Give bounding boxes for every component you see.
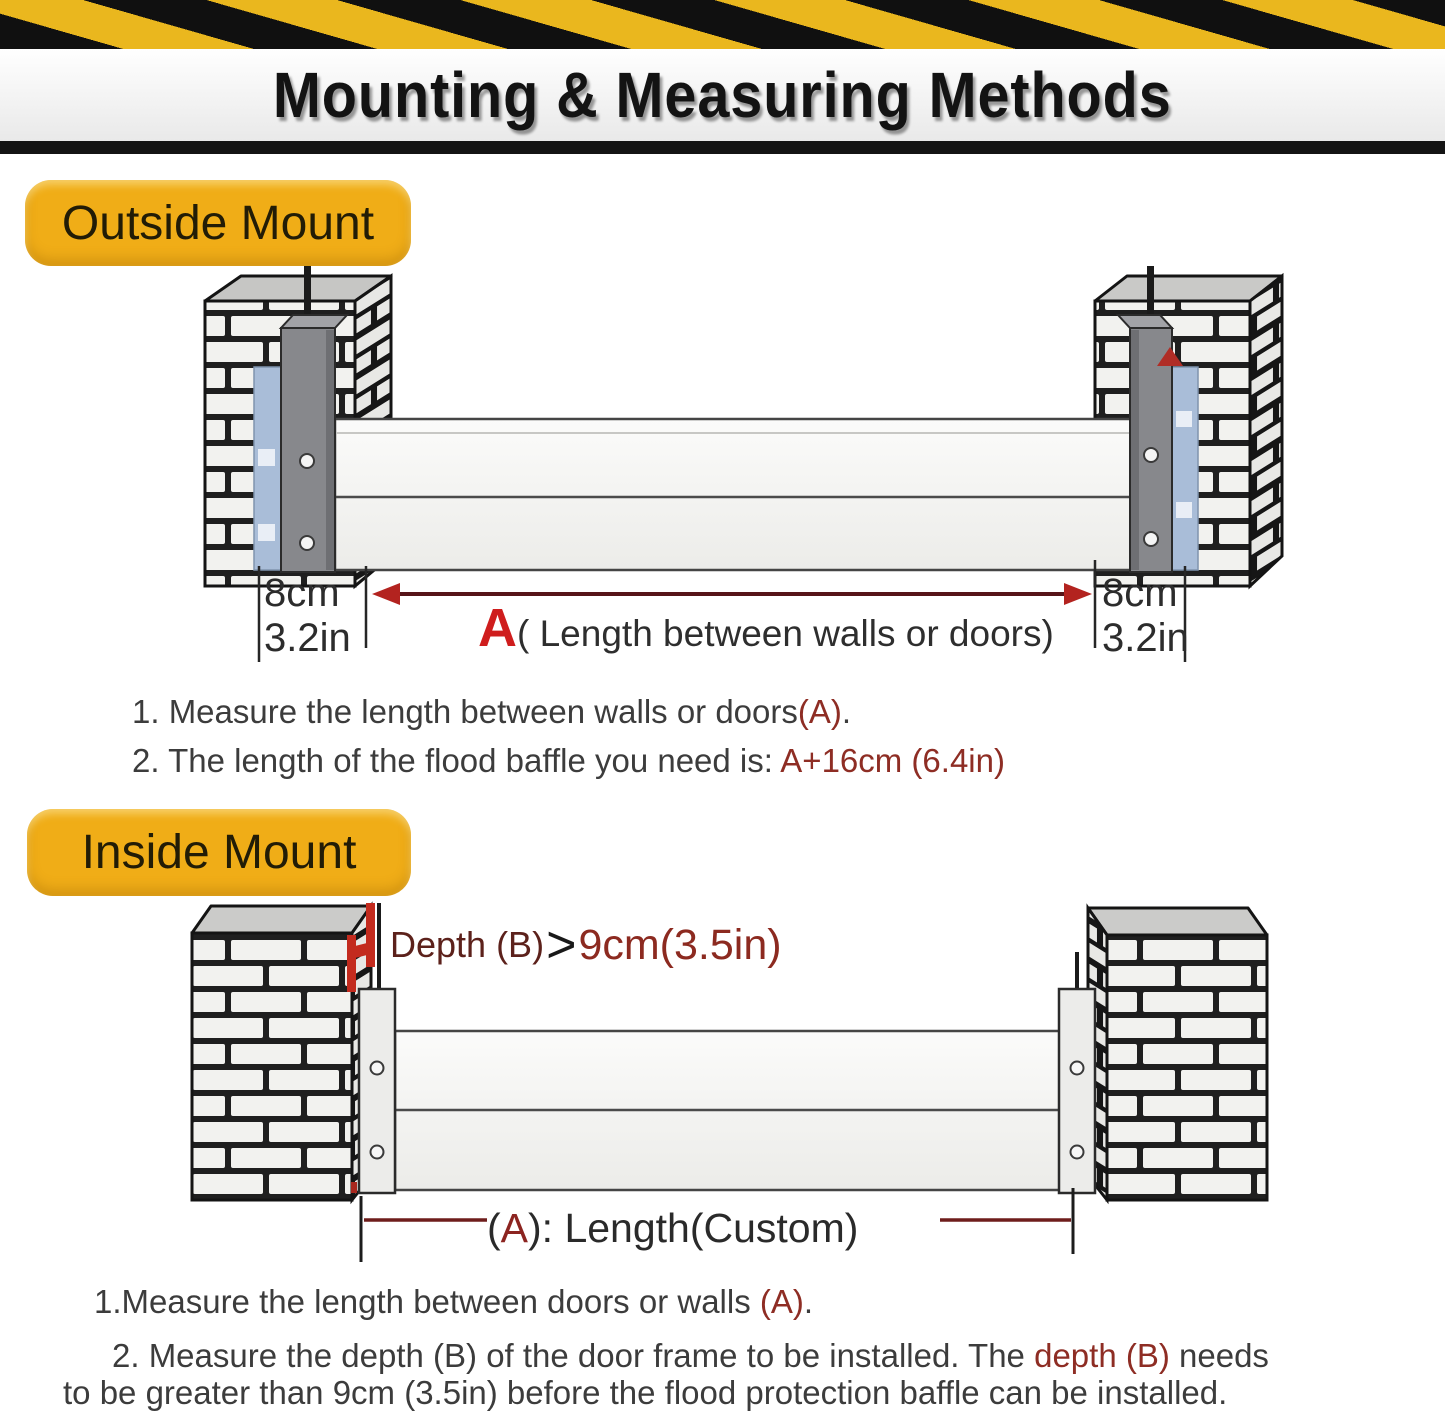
outside-mount-badge-label: Outside Mount — [61, 196, 375, 250]
right-gap-in: 3.2in — [1102, 616, 1189, 660]
seal-highlight — [1176, 502, 1192, 518]
right-pillar-side — [1250, 276, 1282, 586]
step-text: 2. Measure the depth (B) of the door frame to be installed. The — [112, 1337, 1035, 1374]
screw-hole — [300, 454, 314, 468]
barrier-panels — [335, 419, 1132, 570]
right-pillar-front — [1107, 935, 1267, 1200]
custom-length-caption — [487, 1205, 858, 1252]
channel-shade — [1131, 330, 1139, 570]
title-underline-bar — [0, 141, 1445, 154]
right-mounting-bracket — [1059, 952, 1095, 1193]
screw-hole — [300, 536, 314, 550]
bracket-body — [359, 989, 395, 1193]
inside-step-2-line-1 — [112, 1337, 1269, 1375]
page-title: Mounting & Measuring Methods — [273, 59, 1172, 131]
inside-mount-badge — [27, 809, 411, 896]
arrowhead-right-icon — [1064, 583, 1092, 605]
title-band — [0, 49, 1445, 141]
inside-step-1 — [94, 1283, 813, 1321]
seal-highlight — [258, 524, 275, 541]
step-text: needs — [1169, 1337, 1269, 1374]
left-gap-cm: 8cm — [264, 571, 340, 615]
caption-letter-a: A — [500, 1205, 529, 1251]
depth-tick — [377, 903, 381, 989]
seal-highlight — [1176, 411, 1192, 427]
step-highlight: depth (B) — [1034, 1337, 1170, 1374]
left-pillar-cap — [192, 906, 371, 933]
red-mark — [351, 1182, 357, 1193]
inside-step-2-line-2 — [63, 1374, 1227, 1412]
screw-hole — [371, 1062, 384, 1075]
seal-highlight — [258, 449, 275, 466]
inside-flood-barrier — [395, 1031, 1060, 1190]
right-gap-cm: 8cm — [1102, 571, 1178, 615]
screw-hole — [1144, 448, 1158, 462]
outside-mount-badge — [25, 180, 411, 266]
step-text: 1.Measure the length between doors or walls — [94, 1283, 760, 1320]
outside-step-2 — [132, 742, 1005, 780]
caption-text: ): Length(Custom) — [528, 1205, 859, 1251]
step-text: 2. The length of the flood baffle you need is: — [132, 742, 781, 779]
step-highlight: (A) — [759, 1283, 804, 1320]
bracket-body — [1059, 989, 1095, 1193]
length-a-caption — [478, 597, 1054, 659]
length-a-letter: A — [478, 598, 517, 658]
step-text: . — [841, 693, 852, 730]
right-seal-strip — [1172, 367, 1198, 570]
step-highlight: (A) — [797, 693, 842, 730]
channel-top — [281, 315, 347, 328]
inside-mount-badge-label: Inside Mount — [81, 826, 357, 879]
right-pillar-cap — [1088, 908, 1267, 935]
screw-hole — [371, 1146, 384, 1159]
depth-value: 9cm(3.5in) — [578, 920, 782, 969]
hazard-stripe-banner — [0, 0, 1445, 49]
step-text: . — [803, 1283, 814, 1320]
step-text: 1. Measure the length between walls or doors — [132, 693, 798, 730]
caption-text: ( — [487, 1205, 501, 1251]
right-gap-measurement — [1102, 571, 1189, 661]
anchor-bolt — [1075, 952, 1079, 989]
left-gap-measurement — [264, 571, 351, 661]
screw-hole — [1071, 1146, 1084, 1159]
arrowhead-left-icon — [372, 583, 400, 605]
flood-barrier — [335, 419, 1132, 570]
left-pillar-front — [192, 933, 352, 1200]
right-pillar — [1088, 908, 1267, 1200]
step-highlight: A+16cm (6.4in) — [780, 742, 1005, 779]
step-text: to be greater than 9cm (3.5in) before the flood protection baffle can be installed. — [63, 1374, 1228, 1411]
length-a-text: ( Length between walls or doors) — [517, 613, 1054, 654]
screw-hole — [1071, 1062, 1084, 1075]
depth-caption — [390, 915, 782, 975]
depth-label: Depth (B) — [390, 924, 545, 965]
left-seal-strip — [254, 367, 281, 570]
outside-step-1 — [132, 693, 851, 731]
left-pillar — [192, 906, 371, 1200]
greater-than-sign: > — [546, 916, 577, 974]
left-gap-in: 3.2in — [264, 616, 351, 660]
channel-shade — [326, 330, 334, 570]
screw-hole — [1144, 532, 1158, 546]
